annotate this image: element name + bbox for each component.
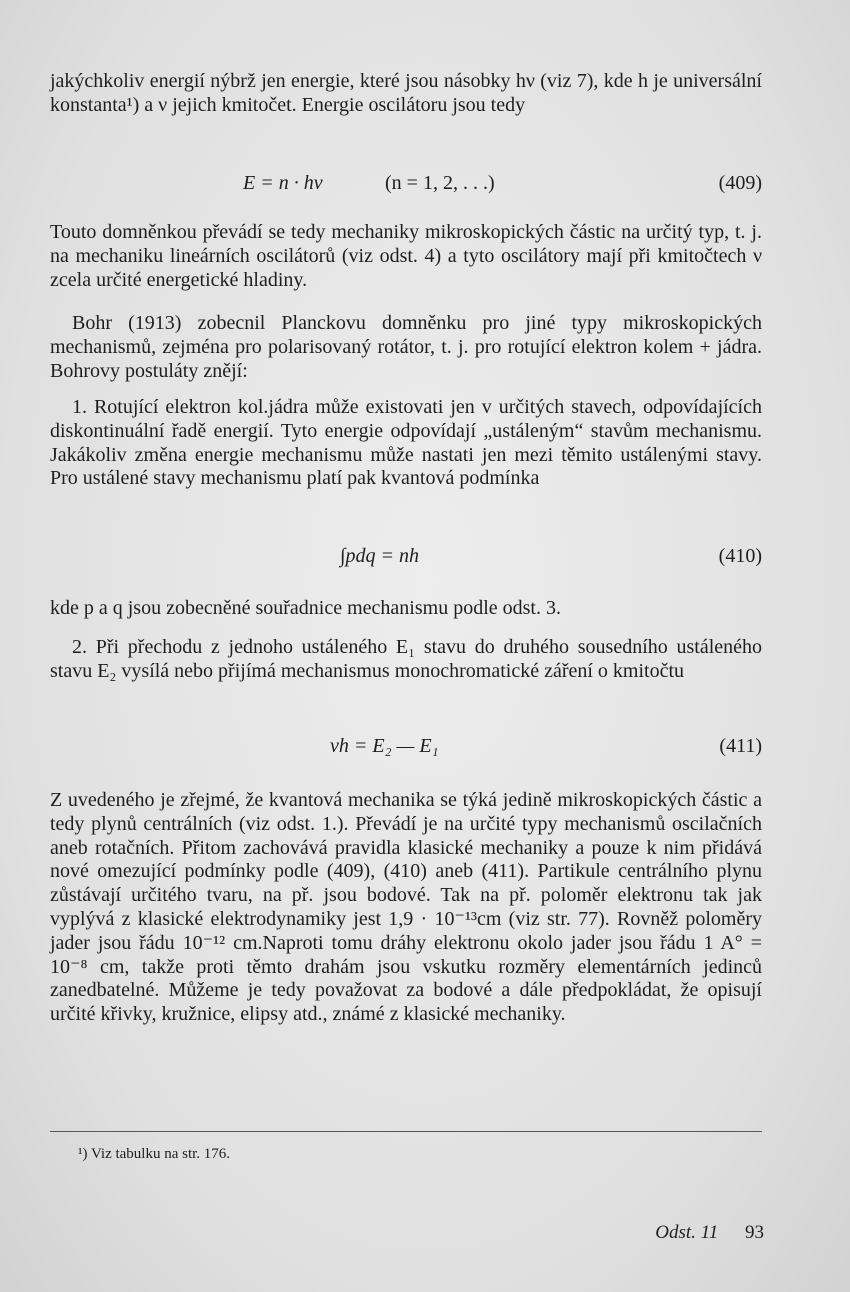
coordinates-paragraph: [50, 597, 762, 621]
equation-411-expression: νh = E₂ — E₁: [330, 735, 439, 757]
intro-text: jakýchkoliv energií nýbrž jen energie, které jsou násobky hν (viz 7), kde h je universální konstanta¹) a ν jejich kmitočet. Energie oscilátoru jsou tedy: [50, 70, 762, 116]
page-number: 93: [745, 1222, 764, 1243]
footnote-divider: [50, 1131, 762, 1132]
equation-410-expression: ∫pdq = nh: [340, 545, 419, 567]
section-label: Odst. 11: [655, 1222, 719, 1243]
equation-411: [50, 735, 762, 761]
oscillators-paragraph: [50, 221, 762, 292]
equation-409: [50, 172, 762, 198]
bohr-text: Bohr (1913) zobecnil Planckovu domněnku pro jiné typy mikroskopických mechanismů, zejména pro polarisovaný rotátor, t. j. pro rotující elektron kolem + jádra. Bohrovy postuláty znějí:: [50, 312, 762, 382]
bohr-paragraph: [50, 312, 762, 383]
postulate-2: [50, 636, 762, 684]
equation-409-condition: (n = 1, 2, . . .): [385, 172, 495, 194]
postulate-1: [50, 396, 762, 491]
conclusion-paragraph: [50, 789, 762, 1027]
coordinates-text: kde p a q jsou zobecněné souřadnice mechanismu podle odst. 3.: [50, 597, 561, 619]
oscillators-text: Touto domněnkou převádí se tedy mechaniky mikroskopických částic na určitý typ, t. j. na mechaniku lineárních oscilátorů (viz odst. 4) a tyto oscilátory mají při kmitočtech ν zcela určité energetické hladiny.: [50, 221, 762, 291]
equation-409-expression: E = n · hν: [243, 172, 323, 194]
postulate-1-text: 1. Rotující elektron kol.jádra může existovati jen v určitých stavech, odpovídajících diskontinuální řadě energií. Tyto energie odpovídají „ustáleným“ stavům mechanismu. Jakákoliv změna energie mechanismu může nastati jen mezi těmito ustálenými stavy. Pro ustálené stavy mechanismu platí pak kvantová podmínka: [50, 396, 762, 490]
equation-410-number: (410): [718, 545, 762, 567]
equation-409-number: (409): [718, 172, 762, 194]
conclusion-text: Z uvedeného je zřejmé, že kvantová mechanika se týká jedině mikroskopických částic a tedy plynů centrálních (viz odst. 1.). Převádí je na určité typy mechanismů oscilačních aneb rotačních. Přitom zachovává pravidla klasické mechaniky a pouze k nim přidává nové omezující podmínky podle (409), (410) aneb (411). Partikule centrálního plynu zůstávají určitého tvaru, na př. jsou bodové. Tak na př. poloměr elektronu tak jak vyplývá z klasické elektrodynamiky jest 1,9 · 10⁻¹³cm (viz str. 77). Rovněž poloměry jader jsou řádu 10⁻¹² cm.Naproti tomu dráhy elektronu okolo jader jsou řádu 1 A° = 10⁻⁸ cm, takže proti těmto drahám jsou vskutku rozměry elementárních jedinců zanedbatelné. Můžeme je tedy považovat za bodové a dále předpokládat, že opisují určité křivky, kružnice, elipsy atd., známé z klasické mechaniky.: [50, 789, 762, 1026]
intro-paragraph: [50, 70, 762, 118]
postulate-2-text: 2. Při přechodu z jednoho ustáleného E₁ stavu do druhého sousedního ustáleného stavu E₂ vysílá nebo přijímá mechanismus monochromatické záření o kmitočtu: [50, 636, 762, 682]
footnote: ¹) Viz tabulku na str. 176.: [78, 1146, 231, 1162]
equation-410: [50, 545, 762, 571]
equation-411-number: (411): [719, 735, 762, 757]
page-footer: [655, 1222, 764, 1244]
